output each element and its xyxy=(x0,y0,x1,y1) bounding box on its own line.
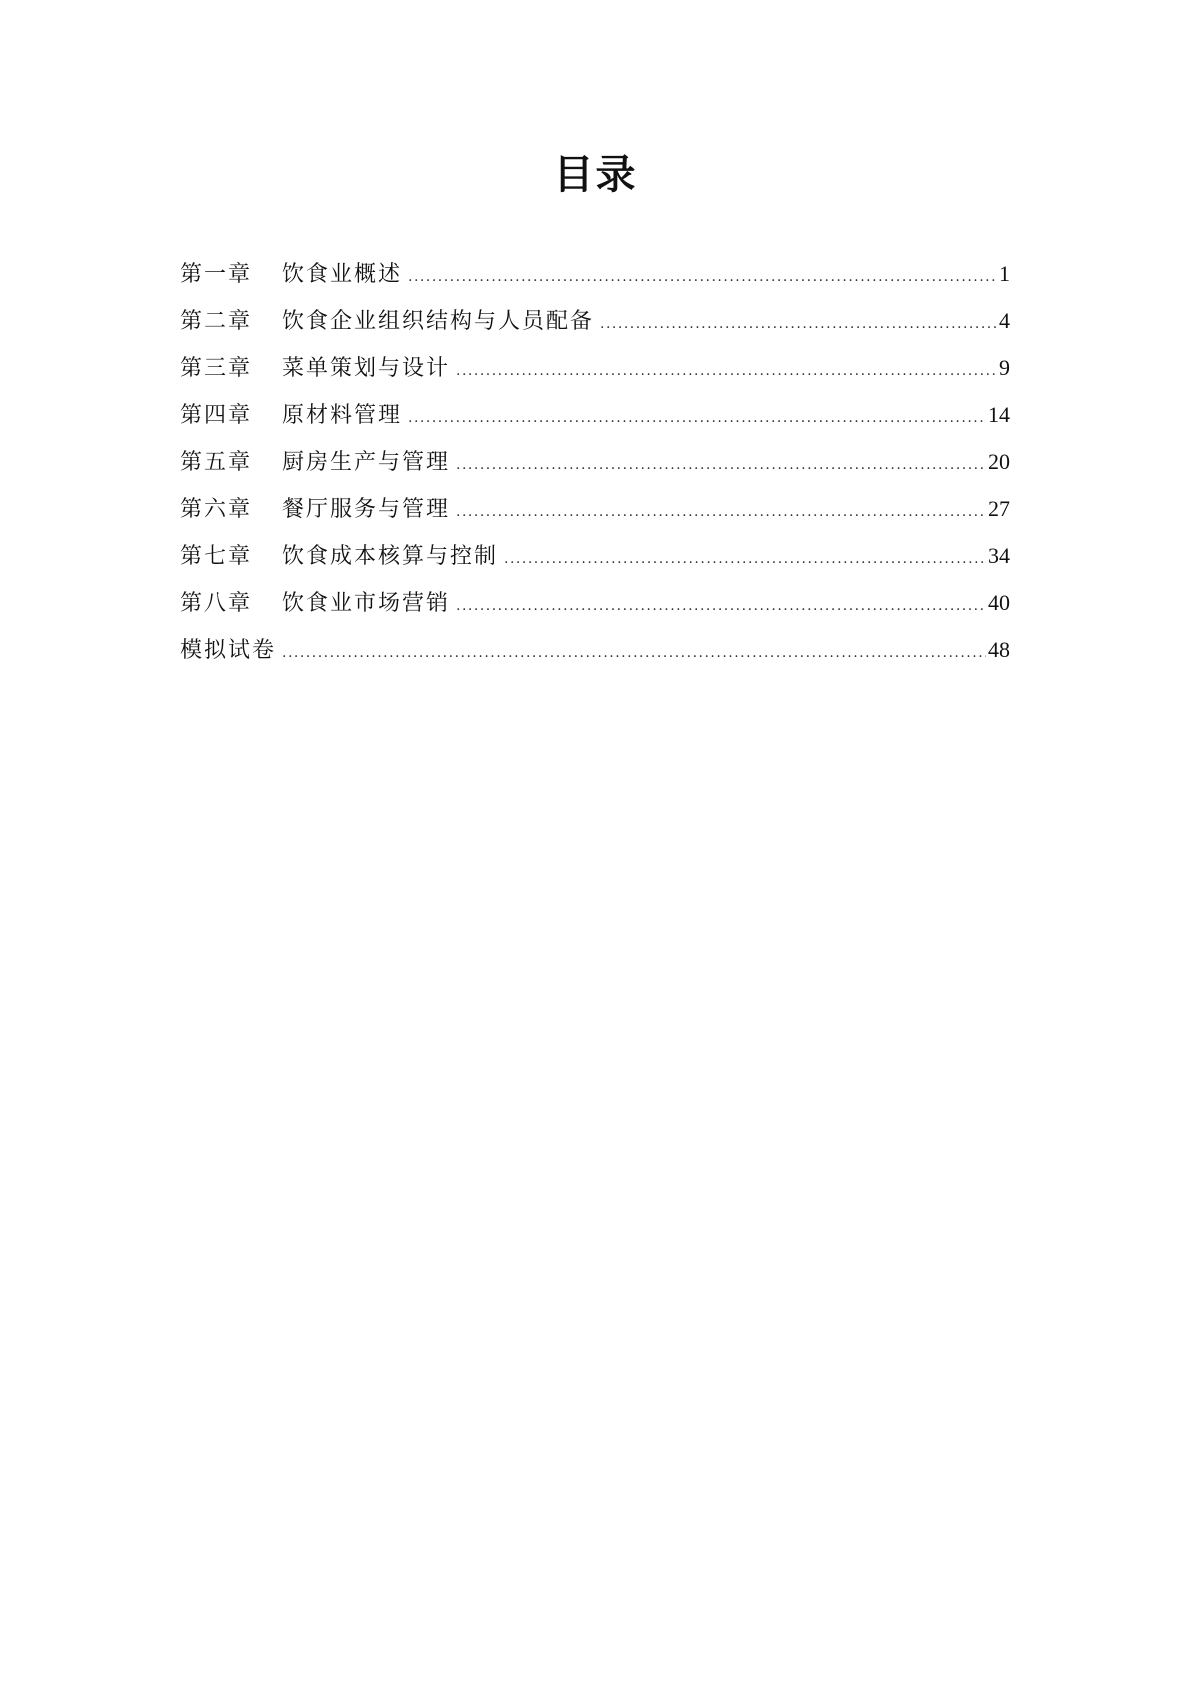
toc-page-number: 20 xyxy=(988,449,1010,474)
toc-dot-leader xyxy=(408,261,997,293)
toc-page-number: 9 xyxy=(999,355,1010,380)
toc-dot-leader xyxy=(456,590,986,622)
toc-dot-leader xyxy=(408,402,986,434)
toc-chapter-number: 第八章 xyxy=(180,591,253,616)
toc-entry[interactable] xyxy=(180,493,1010,540)
table-of-contents xyxy=(180,258,1010,681)
toc-dot-leader xyxy=(456,449,986,481)
toc-page-number: 1 xyxy=(999,261,1010,286)
toc-page-number: 34 xyxy=(988,543,1010,568)
toc-chapter-number: 第二章 xyxy=(180,309,253,334)
toc-entry[interactable] xyxy=(180,258,1010,305)
toc-title: 目录 xyxy=(553,151,638,198)
toc-page-number: 40 xyxy=(988,590,1010,615)
toc-entry[interactable] xyxy=(180,305,1010,352)
toc-chapter-title: 菜单策划与设计 xyxy=(282,356,451,381)
toc-page-number: 4 xyxy=(999,308,1010,333)
toc-dot-leader xyxy=(282,637,986,669)
toc-dot-leader xyxy=(456,355,997,387)
toc-chapter-title: 饮食企业组织结构与人员配备 xyxy=(282,309,595,334)
toc-chapter-title: 饮食业概述 xyxy=(282,262,403,287)
toc-chapter-number: 第七章 xyxy=(180,544,253,569)
toc-entry[interactable] xyxy=(180,352,1010,399)
toc-chapter-title: 原材料管理 xyxy=(282,403,403,428)
toc-chapter-number: 第六章 xyxy=(180,497,253,522)
toc-chapter-title: 模拟试卷 xyxy=(180,638,277,663)
toc-entry[interactable] xyxy=(180,399,1010,446)
toc-entry[interactable] xyxy=(180,634,1010,681)
toc-dot-leader xyxy=(600,308,997,340)
toc-chapter-title: 饮食成本核算与控制 xyxy=(282,544,499,569)
toc-entry[interactable] xyxy=(180,446,1010,493)
toc-dot-leader xyxy=(504,543,986,575)
toc-page-number: 14 xyxy=(988,402,1010,427)
toc-chapter-number: 第五章 xyxy=(180,450,253,475)
toc-page-number: 27 xyxy=(988,496,1010,521)
toc-chapter-number: 第四章 xyxy=(180,403,253,428)
toc-chapter-number: 第三章 xyxy=(180,356,253,381)
toc-page-number: 48 xyxy=(988,637,1010,662)
toc-chapter-title: 厨房生产与管理 xyxy=(282,450,451,475)
toc-chapter-title: 餐厅服务与管理 xyxy=(282,497,451,522)
toc-entry[interactable] xyxy=(180,540,1010,587)
toc-chapter-number: 第一章 xyxy=(180,262,253,287)
toc-chapter-title: 饮食业市场营销 xyxy=(282,591,451,616)
toc-entry[interactable] xyxy=(180,587,1010,634)
toc-dot-leader xyxy=(456,496,986,528)
